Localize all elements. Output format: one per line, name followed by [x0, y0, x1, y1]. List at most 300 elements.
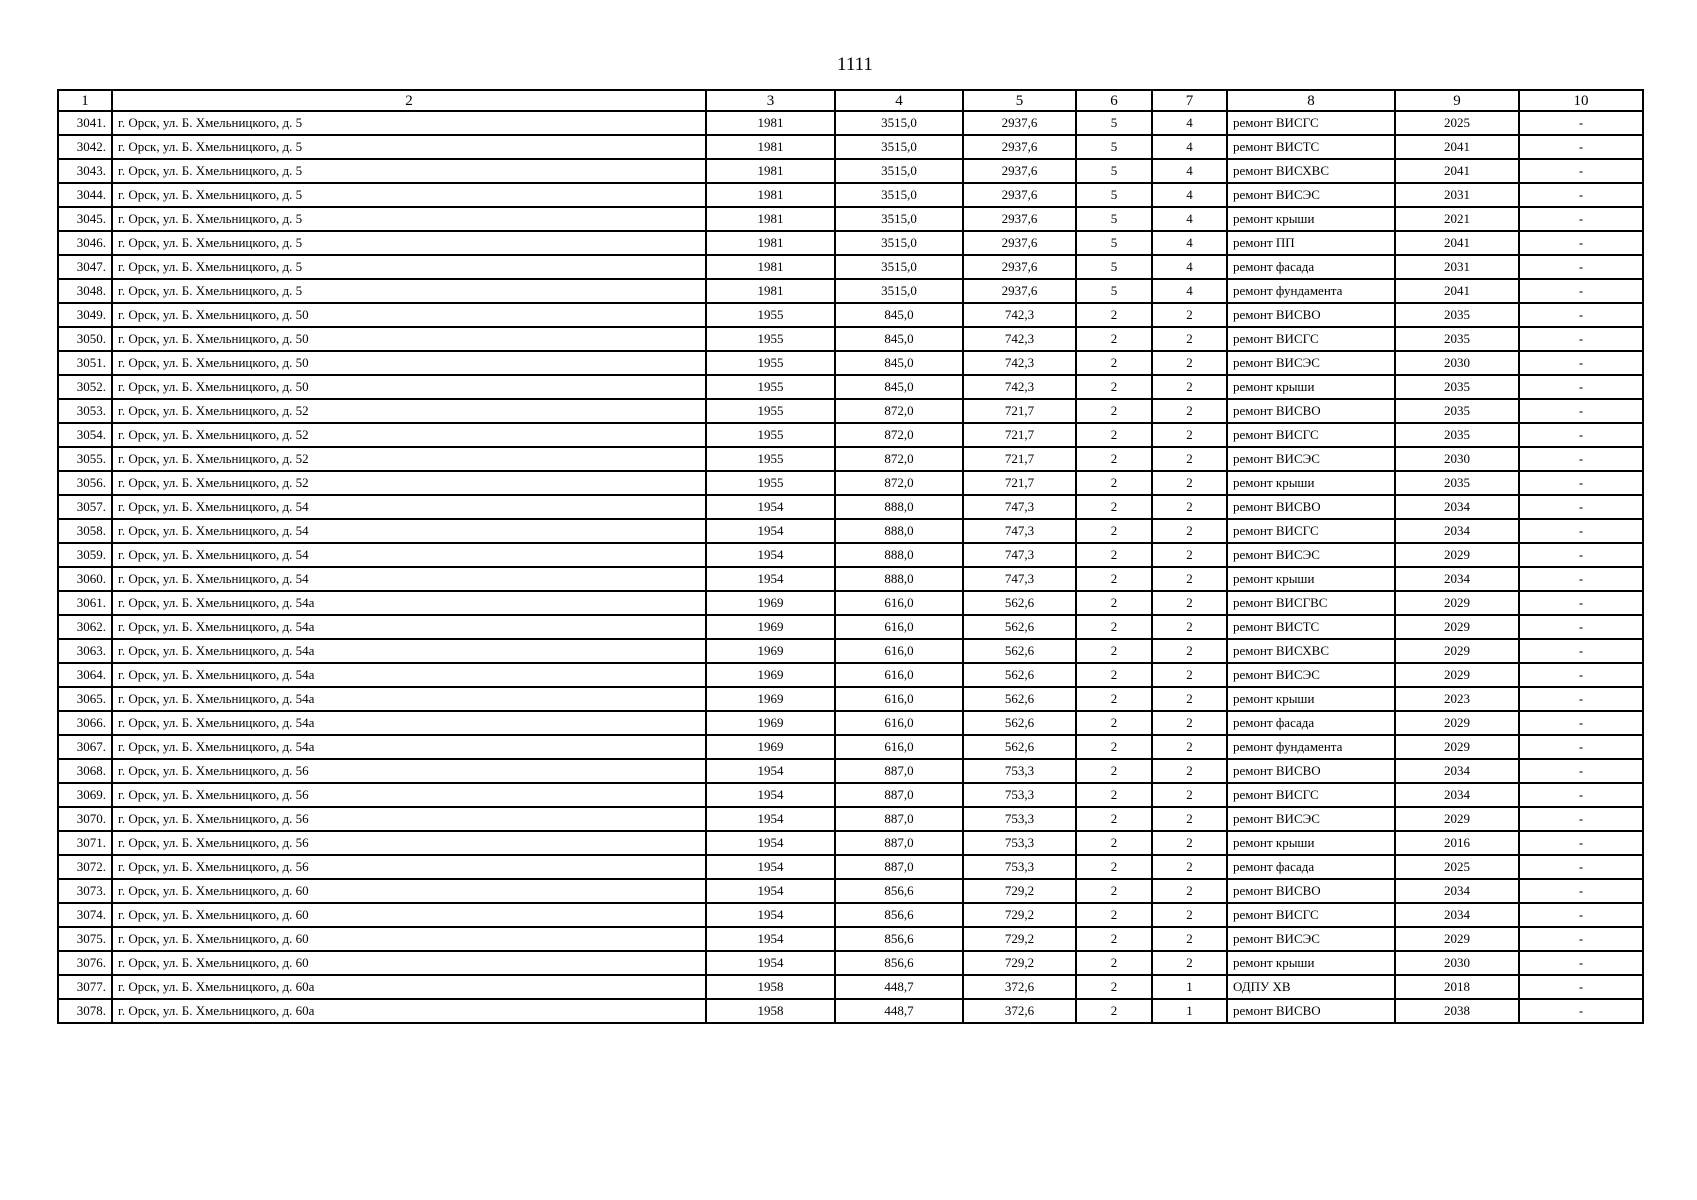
column-header-10: 10	[1519, 90, 1643, 111]
floors-cell: 2	[1076, 663, 1152, 687]
note-cell: -	[1519, 543, 1643, 567]
total-area-cell: 872,0	[835, 447, 963, 471]
note-cell: -	[1519, 303, 1643, 327]
column-header-3: 3	[706, 90, 835, 111]
row-number-cell: 3052.	[58, 375, 112, 399]
work-type-cell: ремонт ВИСГС	[1227, 423, 1395, 447]
planned-year-cell: 2029	[1395, 735, 1519, 759]
row-number-cell: 3049.	[58, 303, 112, 327]
entrances-cell: 2	[1152, 759, 1227, 783]
table-row	[58, 639, 1643, 663]
address-cell: г. Орск, ул. Б. Хмельницкого, д. 50	[112, 351, 706, 375]
address-cell: г. Орск, ул. Б. Хмельницкого, д. 60а	[112, 975, 706, 999]
work-type-cell: ремонт ВИСЭС	[1227, 183, 1395, 207]
planned-year-cell: 2030	[1395, 351, 1519, 375]
entrances-cell: 4	[1152, 207, 1227, 231]
entrances-cell: 1	[1152, 999, 1227, 1023]
total-area-cell: 856,6	[835, 879, 963, 903]
year-cell: 1954	[706, 951, 835, 975]
work-type-cell: ремонт ВИСГС	[1227, 519, 1395, 543]
note-cell: -	[1519, 759, 1643, 783]
address-cell: г. Орск, ул. Б. Хмельницкого, д. 60	[112, 903, 706, 927]
address-cell: г. Орск, ул. Б. Хмельницкого, д. 54а	[112, 639, 706, 663]
entrances-cell: 2	[1152, 615, 1227, 639]
total-area-cell: 616,0	[835, 735, 963, 759]
entrances-cell: 2	[1152, 903, 1227, 927]
floors-cell: 2	[1076, 735, 1152, 759]
total-area-cell: 845,0	[835, 303, 963, 327]
table-row	[58, 159, 1643, 183]
address-cell: г. Орск, ул. Б. Хмельницкого, д. 54	[112, 567, 706, 591]
total-area-cell: 3515,0	[835, 255, 963, 279]
planned-year-cell: 2034	[1395, 567, 1519, 591]
living-area-cell: 562,6	[963, 591, 1076, 615]
work-type-cell: ремонт фундамента	[1227, 735, 1395, 759]
column-header-8: 8	[1227, 90, 1395, 111]
address-cell: г. Орск, ул. Б. Хмельницкого, д. 5	[112, 135, 706, 159]
address-cell: г. Орск, ул. Б. Хмельницкого, д. 50	[112, 327, 706, 351]
year-cell: 1958	[706, 975, 835, 999]
year-cell: 1955	[706, 447, 835, 471]
entrances-cell: 4	[1152, 159, 1227, 183]
work-type-cell: ремонт ВИСЭС	[1227, 351, 1395, 375]
note-cell: -	[1519, 255, 1643, 279]
floors-cell: 5	[1076, 159, 1152, 183]
floors-cell: 2	[1076, 783, 1152, 807]
floors-cell: 5	[1076, 183, 1152, 207]
note-cell: -	[1519, 519, 1643, 543]
address-cell: г. Орск, ул. Б. Хмельницкого, д. 5	[112, 255, 706, 279]
row-number-cell: 3065.	[58, 687, 112, 711]
planned-year-cell: 2021	[1395, 207, 1519, 231]
year-cell: 1981	[706, 255, 835, 279]
table-row	[58, 327, 1643, 351]
floors-cell: 2	[1076, 567, 1152, 591]
floors-cell: 2	[1076, 471, 1152, 495]
address-cell: г. Орск, ул. Б. Хмельницкого, д. 54	[112, 519, 706, 543]
living-area-cell: 747,3	[963, 519, 1076, 543]
row-number-cell: 3067.	[58, 735, 112, 759]
total-area-cell: 448,7	[835, 999, 963, 1023]
total-area-cell: 887,0	[835, 807, 963, 831]
entrances-cell: 2	[1152, 639, 1227, 663]
living-area-cell: 742,3	[963, 303, 1076, 327]
note-cell: -	[1519, 135, 1643, 159]
row-number-cell: 3059.	[58, 543, 112, 567]
work-type-cell: ремонт крыши	[1227, 375, 1395, 399]
planned-year-cell: 2016	[1395, 831, 1519, 855]
note-cell: -	[1519, 471, 1643, 495]
entrances-cell: 2	[1152, 687, 1227, 711]
total-area-cell: 845,0	[835, 351, 963, 375]
floors-cell: 2	[1076, 711, 1152, 735]
row-number-cell: 3061.	[58, 591, 112, 615]
row-number-cell: 3055.	[58, 447, 112, 471]
year-cell: 1954	[706, 519, 835, 543]
entrances-cell: 2	[1152, 879, 1227, 903]
work-type-cell: ремонт ВИСТС	[1227, 615, 1395, 639]
floors-cell: 5	[1076, 231, 1152, 255]
living-area-cell: 562,6	[963, 663, 1076, 687]
column-header-5: 5	[963, 90, 1076, 111]
work-type-cell: ОДПУ ХВ	[1227, 975, 1395, 999]
address-cell: г. Орск, ул. Б. Хмельницкого, д. 54а	[112, 711, 706, 735]
year-cell: 1969	[706, 711, 835, 735]
entrances-cell: 2	[1152, 591, 1227, 615]
work-type-cell: ремонт ВИСВО	[1227, 879, 1395, 903]
living-area-cell: 753,3	[963, 807, 1076, 831]
row-number-cell: 3057.	[58, 495, 112, 519]
entrances-cell: 4	[1152, 255, 1227, 279]
work-type-cell: ремонт крыши	[1227, 471, 1395, 495]
total-area-cell: 3515,0	[835, 231, 963, 255]
table-row	[58, 783, 1643, 807]
entrances-cell: 2	[1152, 303, 1227, 327]
column-header-1: 1	[58, 90, 112, 111]
living-area-cell: 562,6	[963, 639, 1076, 663]
table-row	[58, 255, 1643, 279]
living-area-cell: 753,3	[963, 759, 1076, 783]
entrances-cell: 2	[1152, 855, 1227, 879]
floors-cell: 5	[1076, 207, 1152, 231]
work-type-cell: ремонт ВИСВО	[1227, 495, 1395, 519]
total-area-cell: 3515,0	[835, 135, 963, 159]
work-type-cell: ремонт ВИСВО	[1227, 399, 1395, 423]
total-area-cell: 888,0	[835, 543, 963, 567]
total-area-cell: 616,0	[835, 615, 963, 639]
total-area-cell: 888,0	[835, 495, 963, 519]
living-area-cell: 721,7	[963, 423, 1076, 447]
address-cell: г. Орск, ул. Б. Хмельницкого, д. 52	[112, 399, 706, 423]
living-area-cell: 742,3	[963, 351, 1076, 375]
row-number-cell: 3045.	[58, 207, 112, 231]
note-cell: -	[1519, 327, 1643, 351]
table-row	[58, 351, 1643, 375]
row-number-cell: 3071.	[58, 831, 112, 855]
work-type-cell: ремонт ВИСХВС	[1227, 159, 1395, 183]
note-cell: -	[1519, 639, 1643, 663]
floors-cell: 2	[1076, 903, 1152, 927]
address-cell: г. Орск, ул. Б. Хмельницкого, д. 54а	[112, 663, 706, 687]
work-type-cell: ремонт ВИСЭС	[1227, 543, 1395, 567]
living-area-cell: 747,3	[963, 567, 1076, 591]
table-row	[58, 519, 1643, 543]
year-cell: 1955	[706, 399, 835, 423]
total-area-cell: 888,0	[835, 519, 963, 543]
address-cell: г. Орск, ул. Б. Хмельницкого, д. 5	[112, 231, 706, 255]
living-area-cell: 753,3	[963, 783, 1076, 807]
work-type-cell: ремонт крыши	[1227, 951, 1395, 975]
year-cell: 1981	[706, 111, 835, 135]
floors-cell: 2	[1076, 927, 1152, 951]
row-number-cell: 3069.	[58, 783, 112, 807]
planned-year-cell: 2029	[1395, 639, 1519, 663]
work-type-cell: ремонт крыши	[1227, 567, 1395, 591]
total-area-cell: 3515,0	[835, 159, 963, 183]
total-area-cell: 3515,0	[835, 111, 963, 135]
row-number-cell: 3078.	[58, 999, 112, 1023]
living-area-cell: 2937,6	[963, 231, 1076, 255]
address-cell: г. Орск, ул. Б. Хмельницкого, д. 52	[112, 423, 706, 447]
living-area-cell: 729,2	[963, 879, 1076, 903]
entrances-cell: 2	[1152, 927, 1227, 951]
entrances-cell: 2	[1152, 543, 1227, 567]
year-cell: 1954	[706, 855, 835, 879]
floors-cell: 2	[1076, 423, 1152, 447]
living-area-cell: 2937,6	[963, 159, 1076, 183]
floors-cell: 2	[1076, 615, 1152, 639]
year-cell: 1954	[706, 783, 835, 807]
note-cell: -	[1519, 159, 1643, 183]
entrances-cell: 4	[1152, 231, 1227, 255]
year-cell: 1981	[706, 183, 835, 207]
note-cell: -	[1519, 231, 1643, 255]
total-area-cell: 3515,0	[835, 279, 963, 303]
table-row	[58, 183, 1643, 207]
row-number-cell: 3058.	[58, 519, 112, 543]
work-type-cell: ремонт ВИСГС	[1227, 327, 1395, 351]
table-row	[58, 399, 1643, 423]
entrances-cell: 1	[1152, 975, 1227, 999]
planned-year-cell: 2018	[1395, 975, 1519, 999]
table-row	[58, 735, 1643, 759]
living-area-cell: 747,3	[963, 495, 1076, 519]
table-body	[58, 111, 1643, 1023]
entrances-cell: 2	[1152, 567, 1227, 591]
row-number-cell: 3072.	[58, 855, 112, 879]
table-row	[58, 687, 1643, 711]
planned-year-cell: 2029	[1395, 711, 1519, 735]
floors-cell: 5	[1076, 255, 1152, 279]
work-type-cell: ремонт ВИСХВС	[1227, 639, 1395, 663]
year-cell: 1969	[706, 615, 835, 639]
work-type-cell: ремонт фасада	[1227, 255, 1395, 279]
year-cell: 1981	[706, 207, 835, 231]
total-area-cell: 888,0	[835, 567, 963, 591]
living-area-cell: 753,3	[963, 831, 1076, 855]
table-row	[58, 567, 1643, 591]
year-cell: 1954	[706, 543, 835, 567]
total-area-cell: 856,6	[835, 903, 963, 927]
floors-cell: 2	[1076, 879, 1152, 903]
total-area-cell: 887,0	[835, 831, 963, 855]
table-row	[58, 375, 1643, 399]
table-row	[58, 423, 1643, 447]
row-number-cell: 3051.	[58, 351, 112, 375]
planned-year-cell: 2041	[1395, 159, 1519, 183]
planned-year-cell: 2029	[1395, 927, 1519, 951]
floors-cell: 2	[1076, 543, 1152, 567]
row-number-cell: 3077.	[58, 975, 112, 999]
living-area-cell: 2937,6	[963, 111, 1076, 135]
note-cell: -	[1519, 447, 1643, 471]
note-cell: -	[1519, 111, 1643, 135]
living-area-cell: 562,6	[963, 711, 1076, 735]
floors-cell: 2	[1076, 639, 1152, 663]
total-area-cell: 3515,0	[835, 183, 963, 207]
work-type-cell: ремонт ВИСГВС	[1227, 591, 1395, 615]
planned-year-cell: 2029	[1395, 615, 1519, 639]
address-cell: г. Орск, ул. Б. Хмельницкого, д. 50	[112, 375, 706, 399]
table-row	[58, 711, 1643, 735]
entrances-cell: 4	[1152, 183, 1227, 207]
work-type-cell: ремонт фундамента	[1227, 279, 1395, 303]
entrances-cell: 2	[1152, 375, 1227, 399]
living-area-cell: 721,7	[963, 471, 1076, 495]
address-cell: г. Орск, ул. Б. Хмельницкого, д. 5	[112, 111, 706, 135]
floors-cell: 2	[1076, 519, 1152, 543]
note-cell: -	[1519, 735, 1643, 759]
address-cell: г. Орск, ул. Б. Хмельницкого, д. 52	[112, 471, 706, 495]
work-type-cell: ремонт ВИСЭС	[1227, 807, 1395, 831]
row-number-cell: 3060.	[58, 567, 112, 591]
work-type-cell: ремонт ВИСВО	[1227, 759, 1395, 783]
table-row	[58, 999, 1643, 1023]
total-area-cell: 616,0	[835, 711, 963, 735]
living-area-cell: 742,3	[963, 375, 1076, 399]
planned-year-cell: 2029	[1395, 807, 1519, 831]
entrances-cell: 2	[1152, 807, 1227, 831]
living-area-cell: 747,3	[963, 543, 1076, 567]
planned-year-cell: 2023	[1395, 687, 1519, 711]
address-cell: г. Орск, ул. Б. Хмельницкого, д. 5	[112, 159, 706, 183]
table-row	[58, 303, 1643, 327]
total-area-cell: 448,7	[835, 975, 963, 999]
address-cell: г. Орск, ул. Б. Хмельницкого, д. 56	[112, 855, 706, 879]
address-cell: г. Орск, ул. Б. Хмельницкого, д. 56	[112, 831, 706, 855]
floors-cell: 2	[1076, 447, 1152, 471]
year-cell: 1969	[706, 591, 835, 615]
floors-cell: 2	[1076, 855, 1152, 879]
living-area-cell: 2937,6	[963, 279, 1076, 303]
year-cell: 1954	[706, 495, 835, 519]
address-cell: г. Орск, ул. Б. Хмельницкого, д. 56	[112, 759, 706, 783]
year-cell: 1969	[706, 687, 835, 711]
entrances-cell: 2	[1152, 519, 1227, 543]
note-cell: -	[1519, 375, 1643, 399]
row-number-cell: 3041.	[58, 111, 112, 135]
year-cell: 1981	[706, 135, 835, 159]
row-number-cell: 3068.	[58, 759, 112, 783]
living-area-cell: 2937,6	[963, 207, 1076, 231]
note-cell: -	[1519, 831, 1643, 855]
entrances-cell: 2	[1152, 831, 1227, 855]
work-type-cell: ремонт фасада	[1227, 855, 1395, 879]
note-cell: -	[1519, 567, 1643, 591]
column-header-4: 4	[835, 90, 963, 111]
planned-year-cell: 2034	[1395, 519, 1519, 543]
total-area-cell: 856,6	[835, 951, 963, 975]
row-number-cell: 3074.	[58, 903, 112, 927]
row-number-cell: 3053.	[58, 399, 112, 423]
floors-cell: 2	[1076, 351, 1152, 375]
planned-year-cell: 2025	[1395, 855, 1519, 879]
planned-year-cell: 2035	[1395, 327, 1519, 351]
planned-year-cell: 2034	[1395, 783, 1519, 807]
column-header-7: 7	[1152, 90, 1227, 111]
year-cell: 1969	[706, 639, 835, 663]
year-cell: 1954	[706, 831, 835, 855]
planned-year-cell: 2034	[1395, 495, 1519, 519]
entrances-cell: 2	[1152, 327, 1227, 351]
floors-cell: 2	[1076, 807, 1152, 831]
note-cell: -	[1519, 783, 1643, 807]
address-cell: г. Орск, ул. Б. Хмельницкого, д. 5	[112, 207, 706, 231]
note-cell: -	[1519, 663, 1643, 687]
table-row	[58, 951, 1643, 975]
entrances-cell: 2	[1152, 663, 1227, 687]
note-cell: -	[1519, 279, 1643, 303]
entrances-cell: 2	[1152, 399, 1227, 423]
year-cell: 1969	[706, 663, 835, 687]
living-area-cell: 372,6	[963, 999, 1076, 1023]
note-cell: -	[1519, 207, 1643, 231]
table-row	[58, 807, 1643, 831]
year-cell: 1954	[706, 759, 835, 783]
work-type-cell: ремонт фасада	[1227, 711, 1395, 735]
floors-cell: 5	[1076, 279, 1152, 303]
address-cell: г. Орск, ул. Б. Хмельницкого, д. 54а	[112, 615, 706, 639]
work-type-cell: ремонт крыши	[1227, 831, 1395, 855]
note-cell: -	[1519, 927, 1643, 951]
living-area-cell: 729,2	[963, 903, 1076, 927]
row-number-cell: 3050.	[58, 327, 112, 351]
note-cell: -	[1519, 855, 1643, 879]
entrances-cell: 2	[1152, 471, 1227, 495]
year-cell: 1955	[706, 327, 835, 351]
entrances-cell: 2	[1152, 735, 1227, 759]
total-area-cell: 845,0	[835, 375, 963, 399]
table-row	[58, 903, 1643, 927]
table-row	[58, 543, 1643, 567]
note-cell: -	[1519, 999, 1643, 1023]
planned-year-cell: 2025	[1395, 111, 1519, 135]
total-area-cell: 845,0	[835, 327, 963, 351]
total-area-cell: 887,0	[835, 783, 963, 807]
total-area-cell: 616,0	[835, 591, 963, 615]
table-header-row	[58, 90, 1643, 111]
table-row	[58, 759, 1643, 783]
planned-year-cell: 2029	[1395, 591, 1519, 615]
work-type-cell: ремонт ВИСЭС	[1227, 447, 1395, 471]
planned-year-cell: 2030	[1395, 951, 1519, 975]
address-cell: г. Орск, ул. Б. Хмельницкого, д. 56	[112, 807, 706, 831]
total-area-cell: 872,0	[835, 423, 963, 447]
entrances-cell: 2	[1152, 351, 1227, 375]
living-area-cell: 562,6	[963, 687, 1076, 711]
floors-cell: 2	[1076, 687, 1152, 711]
note-cell: -	[1519, 687, 1643, 711]
floors-cell: 2	[1076, 375, 1152, 399]
year-cell: 1955	[706, 471, 835, 495]
total-area-cell: 872,0	[835, 399, 963, 423]
row-number-cell: 3054.	[58, 423, 112, 447]
living-area-cell: 742,3	[963, 327, 1076, 351]
entrances-cell: 4	[1152, 135, 1227, 159]
year-cell: 1981	[706, 159, 835, 183]
address-cell: г. Орск, ул. Б. Хмельницкого, д. 60	[112, 927, 706, 951]
column-header-2: 2	[112, 90, 706, 111]
note-cell: -	[1519, 183, 1643, 207]
row-number-cell: 3062.	[58, 615, 112, 639]
floors-cell: 2	[1076, 975, 1152, 999]
living-area-cell: 372,6	[963, 975, 1076, 999]
planned-year-cell: 2035	[1395, 471, 1519, 495]
table-row	[58, 135, 1643, 159]
address-cell: г. Орск, ул. Б. Хмельницкого, д. 56	[112, 783, 706, 807]
work-type-cell: ремонт ВИСТС	[1227, 135, 1395, 159]
planned-year-cell: 2041	[1395, 279, 1519, 303]
